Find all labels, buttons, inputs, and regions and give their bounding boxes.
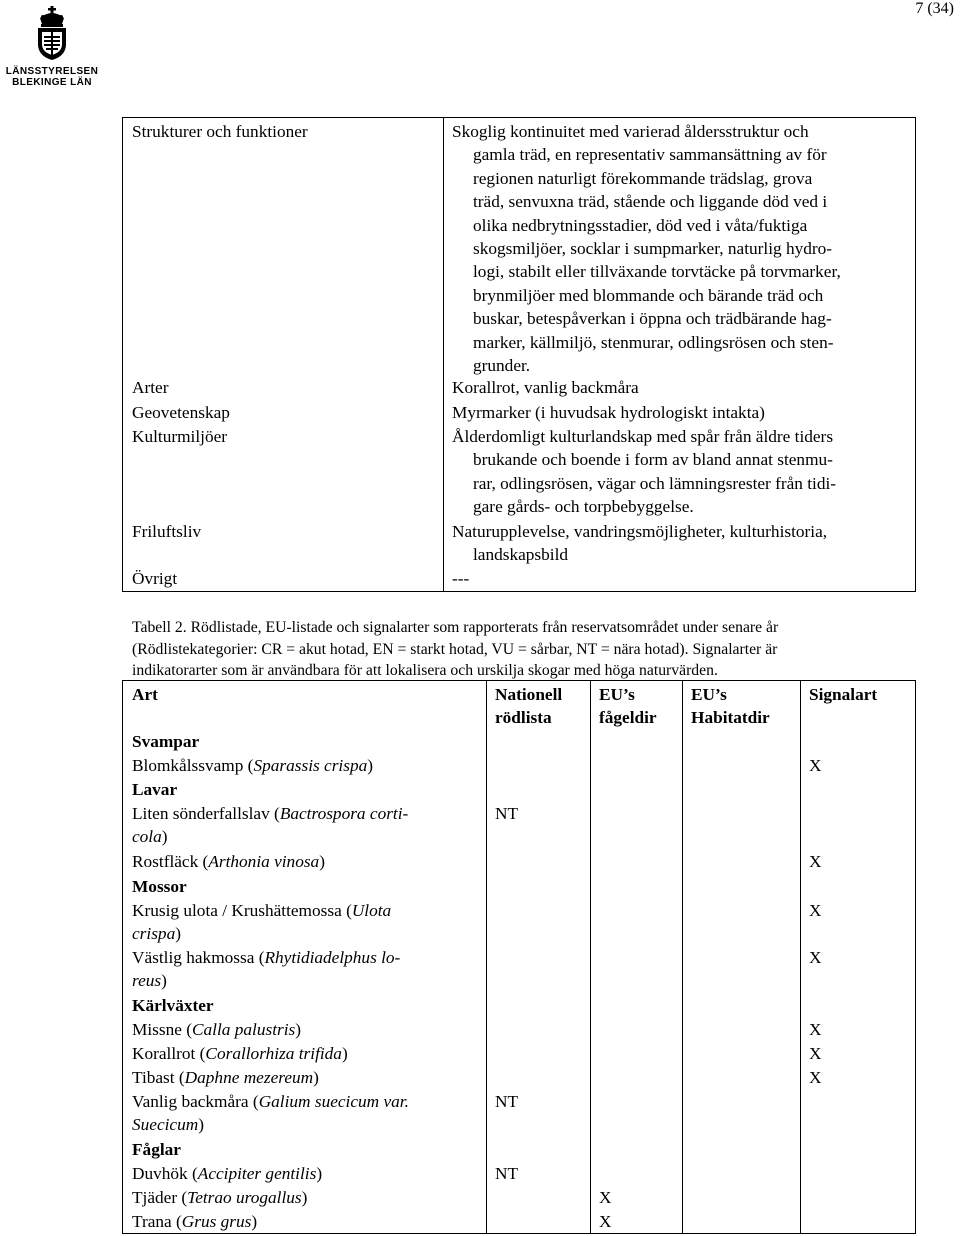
info-label: Strukturer och funktioner [132,122,308,141]
column-divider [486,681,487,1233]
caption-line: Tabell 2. Rödlistade, EU-listade och signalarter som rapporterats från reservatsområdet under senare år [132,619,779,636]
value-line: Naturupplevelse, vandringsmöjligheter, kulturhistoria, [452,522,828,541]
species-name: Korallrot (Corallorhiza trifida) [132,1044,348,1063]
species-name: Tibast (Daphne mezereum) [132,1068,319,1087]
group-label: Lavar [132,780,178,799]
header-nationell-rodlista: Nationell rödlista [495,685,563,728]
info-value [452,520,903,567]
logo-text-line2: BLEKINGE LÄN [12,77,92,88]
group-label: Kärlväxter [132,996,214,1015]
column-divider [590,681,591,1233]
value-line: Myrmarker (i huvudsak hydrologiskt intakta) [452,403,765,422]
value-line: skogsmiljöer, socklar i sumpmarker, naturlig hydro- [473,239,833,259]
info-value [452,120,903,377]
info-value [452,567,903,590]
signalart-mark: X [809,1044,822,1063]
species-name: Vanlig backmåra (Galium suecicum var. Suecicum) [132,1092,409,1135]
rodlista-mark: NT [495,1164,519,1183]
group-label: Mossor [132,877,187,896]
species-name: Västlig hakmossa (Rhytidiadelphus lo- reus) [132,948,401,991]
signalart-mark: X [809,756,822,775]
info-label: Geovetenskap [132,403,230,422]
value-line: regionen naturligt förekommande trädslag, grova [473,168,813,188]
species-name: Tjäder (Tetrao urogallus) [132,1188,308,1207]
value-line: gare gårds- och torpbebyggelse. [473,497,694,517]
info-label: Arter [132,378,169,397]
signalart-mark: X [809,852,822,871]
info-label: Kulturmiljöer [132,427,228,446]
table-caption [132,617,932,682]
column-divider [443,118,444,591]
species-name: Trana (Grus grus) [132,1212,258,1231]
logo-text-line1: LÄNSSTYRELSEN [5,66,99,77]
column-divider [682,681,683,1233]
header-eu-habitatdir: EU’s Habitatdir [691,685,770,728]
header-signalart: Signalart [809,685,878,704]
species-name: Rostfläck (Arthonia vinosa) [132,852,325,871]
crown-crest-icon [34,6,70,60]
value-line: brynmiljöer med blommande och bärande träd och [473,285,824,305]
value-line: marker, källmiljö, stenmurar, odlingsrösen och sten- [473,332,834,352]
rodlista-mark: NT [495,1092,519,1111]
value-line: --- [452,569,470,588]
species-name: Krusig ulota / Krushättemossa (Ulota crispa) [132,901,392,944]
caption-line: indikatorarter som är användbara för att lokalisera och urskilja skogar med höga naturvärden. [132,662,718,679]
species-name: Missne (Calla palustris) [132,1020,302,1039]
value-line: gamla träd, en representativ sammansättning av för [473,145,827,165]
rodlista-mark: NT [495,804,519,823]
value-line: landskapsbild [473,545,569,565]
value-line: grunder. [473,356,531,376]
group-label: Svampar [132,732,200,751]
info-value [452,425,903,519]
value-line: buskar, betespåverkan i öppna och trädbärande hag- [473,309,832,329]
signalart-mark: X [809,901,822,920]
column-divider [800,681,801,1233]
header-eu-fageldir: EU’s fågeldir [599,685,657,728]
fageldir-mark: X [599,1212,612,1231]
values-table [122,117,916,592]
value-line: Skoglig kontinuitet med varierad åldersstruktur och [452,122,809,141]
fageldir-mark: X [599,1188,612,1207]
caption-line: (Rödlistekategorier: CR = akut hotad, EN = starkt hotad, VU = sårbar, NT = nära hotad). Signalarter är [132,640,778,658]
info-value [452,376,903,399]
species-table [122,680,916,1234]
value-line: Korallrot, vanlig backmåra [452,378,639,397]
group-label: Fåglar [132,1140,181,1159]
value-line: brukande och boende i form av bland annat stenmu- [473,450,833,470]
species-name: Duvhök (Accipiter gentilis) [132,1164,323,1183]
header-art: Art [132,685,158,704]
value-line: rar, odlingsrösen, vägar och lämningsrester från tidi- [473,473,837,493]
species-name: Blomkålssvamp (Sparassis crispa) [132,756,374,775]
lansstyrelsen-logo [4,6,100,88]
value-line: träd, senvuxna träd, stående och liggande död ved i [473,192,828,212]
value-line: logi, stabilt eller tillväxande torvtäcke på torvmarker, [473,262,841,282]
info-label: Övrigt [132,569,178,588]
info-label: Friluftsliv [132,522,202,541]
signalart-mark: X [809,1020,822,1039]
value-line: Ålderdomligt kulturlandskap med spår från äldre tiders [452,427,834,446]
signalart-mark: X [809,1068,822,1087]
page-number: 7 (34) [915,0,954,17]
signalart-mark: X [809,948,822,967]
species-name: Liten sönderfallslav (Bactrospora corti- cola) [132,804,409,847]
value-line: olika nedbrytningsstadier, död ved i våta/fuktiga [473,215,808,235]
info-value [452,401,903,424]
